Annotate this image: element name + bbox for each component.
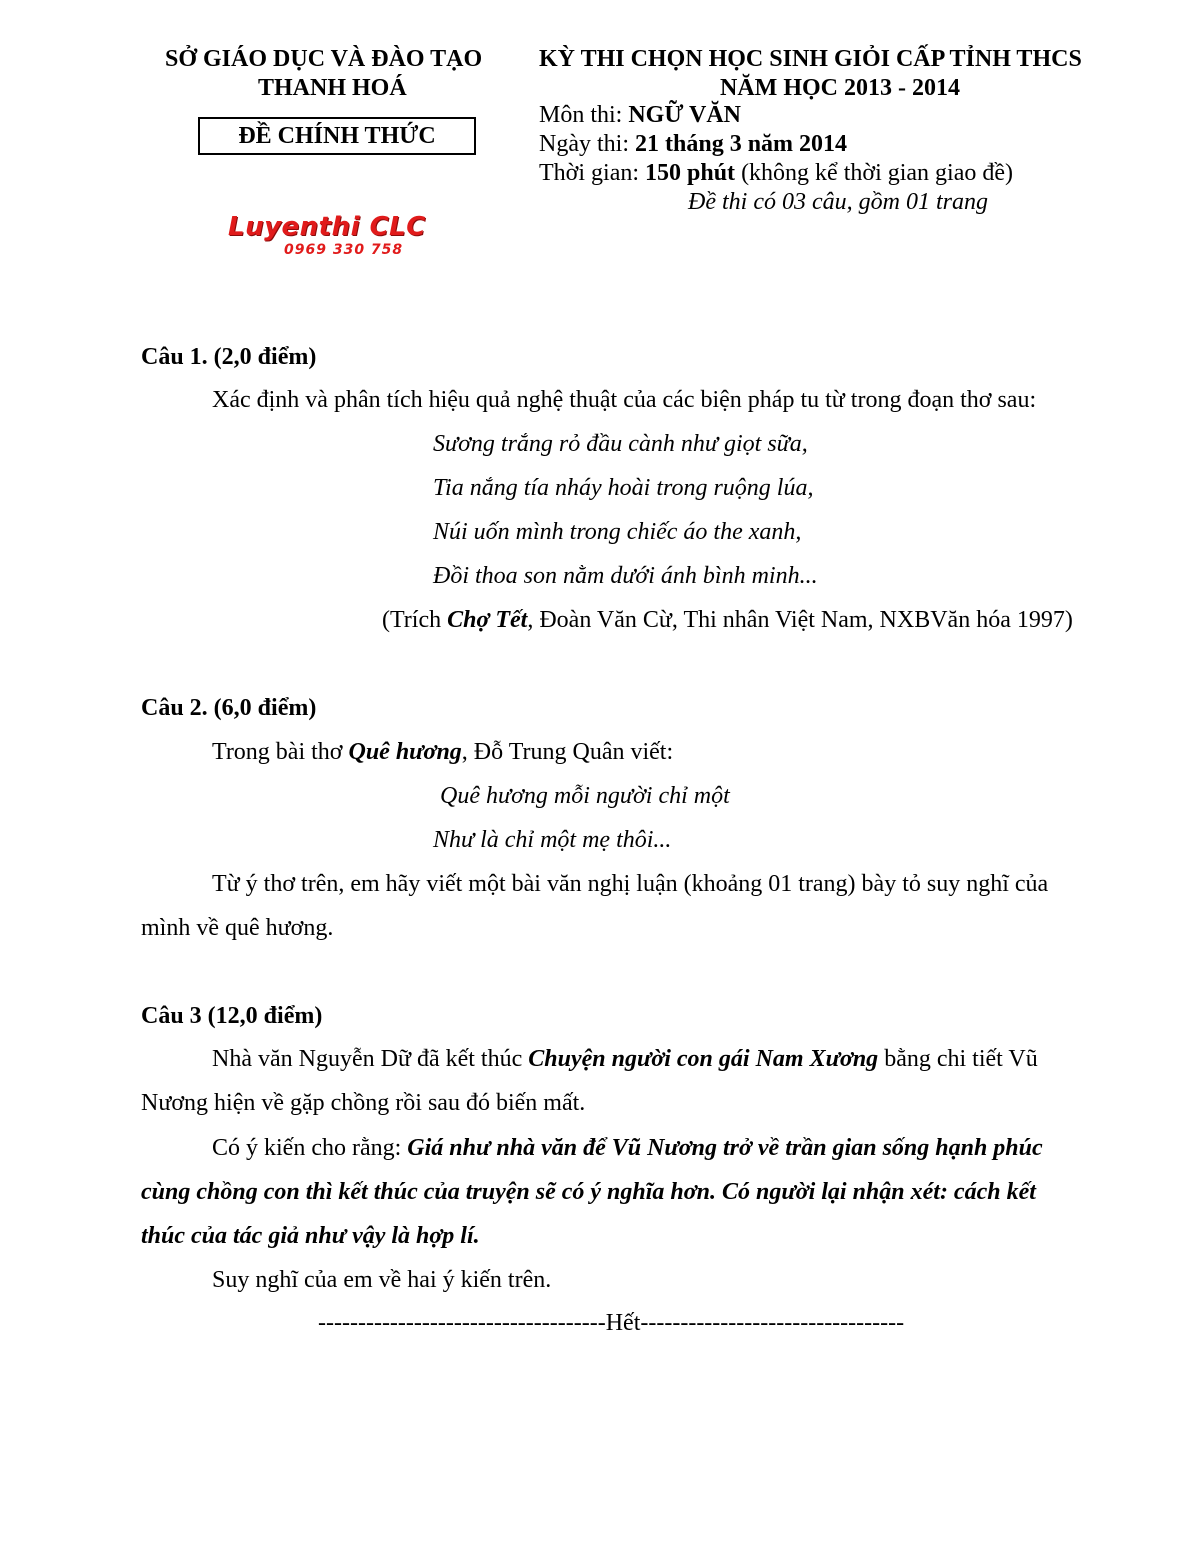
subject-label: Môn thi: <box>539 102 629 128</box>
watermark-logo-name: Luyenthi CLC <box>228 212 426 242</box>
q1-source <box>382 605 1073 635</box>
time-value: 150 phút <box>645 160 736 186</box>
q3-opinion-line: cùng chồng con thì kết thúc của truyện sẽ có ý nghĩa hơn. Có người lại nhận xét: cách kết <box>141 1179 1036 1205</box>
q3-opinion-line: thúc của tác giả như vậy là hợp lí. <box>141 1223 480 1249</box>
province-name: THANH HOÁ <box>258 75 407 101</box>
time-line <box>539 159 1013 188</box>
q3-p1-pre: Nhà văn Nguyễn Dữ đã kết thúc <box>212 1046 529 1072</box>
q3-p2-pre: Có ý kiến cho rằng: <box>212 1135 408 1161</box>
q1-poem-line: Sương trắng rỏ đầu cành như giọt sữa, <box>433 431 808 457</box>
q1-poem-line: Tia nắng tía nháy hoài trong ruộng lúa, <box>433 475 814 501</box>
date-label: Ngày thi: <box>539 131 635 157</box>
q1-source-pre: (Trích <box>382 607 448 633</box>
q1-prompt: Xác định và phân tích hiệu quả nghệ thuật của các biện pháp tu từ trong đoạn thơ sau: <box>212 387 1037 413</box>
time-note: (không kể thời gian giao đề) <box>735 160 1014 186</box>
q1-source-post: , Đoàn Văn Cừ, Thi nhân Việt Nam, NXBVăn hóa 1997) <box>527 607 1073 633</box>
q2-task-line: Từ ý thơ trên, em hãy viết một bài văn nghị luận (khoảng 01 trang) bày tỏ suy nghĩ của <box>212 871 1049 897</box>
q2-intro-pre: Trong bài thơ <box>212 739 349 765</box>
subject-value: NGỮ VĂN <box>628 102 742 128</box>
q2-task-line: mình về quê hương. <box>141 915 334 941</box>
school-year: NĂM HỌC 2013 - 2014 <box>720 75 960 101</box>
q2-title: Câu 2. (6,0 điểm) <box>141 695 317 721</box>
q3-paragraph-1 <box>212 1044 1038 1074</box>
q3-paragraph-2 <box>212 1133 1043 1163</box>
subject-line <box>539 101 741 130</box>
watermark-logo-phone: 0969 330 758 <box>284 242 404 258</box>
q2-intro <box>212 737 673 767</box>
official-exam-label: ĐỀ CHÍNH THỨC <box>238 123 436 149</box>
time-label: Thời gian: <box>539 160 646 186</box>
q1-poem-line: Núi uốn mình trong chiếc áo the xanh, <box>433 519 802 545</box>
page-note: Đề thi có 03 câu, gồm 01 trang <box>688 189 988 215</box>
q3-p1-post: bằng chi tiết Vũ <box>878 1046 1038 1072</box>
date-value: 21 tháng 3 năm 2014 <box>635 131 848 157</box>
q3-opinion-1: Giá như nhà văn để Vũ Nương trở về trần gian sống hạnh phúc <box>407 1135 1043 1161</box>
q2-poem-line: Như là chỉ một mẹ thôi... <box>433 827 672 853</box>
date-line <box>539 130 847 159</box>
exam-title: KỲ THI CHỌN HỌC SINH GIỎI CẤP TỈNH THCS <box>539 46 1082 72</box>
end-mark: ------------------------------------Hết--------------------------------- <box>318 1310 905 1336</box>
q3-title: Câu 3 (12,0 điểm) <box>141 1003 323 1029</box>
q1-source-title: Chợ Tết <box>447 607 528 633</box>
q1-poem-line: Đồi thoa son nằm dưới ánh bình minh... <box>433 563 818 589</box>
q3-story-title: Chuyện người con gái Nam Xương <box>528 1046 879 1072</box>
q2-poem-line: Quê hương mỗi người chỉ một <box>440 783 730 809</box>
q2-poem-title: Quê hương <box>348 739 462 765</box>
q3-p1-line2: Nương hiện về gặp chồng rồi sau đó biến mất. <box>141 1090 586 1116</box>
q1-title: Câu 1. (2,0 điểm) <box>141 344 317 370</box>
q2-intro-post: , Đỗ Trung Quân viết: <box>461 739 674 765</box>
q3-paragraph-3: Suy nghĩ của em về hai ý kiến trên. <box>212 1267 552 1293</box>
department-name: SỞ GIÁO DỤC VÀ ĐÀO TẠO <box>165 46 483 72</box>
official-exam-box <box>198 117 476 155</box>
